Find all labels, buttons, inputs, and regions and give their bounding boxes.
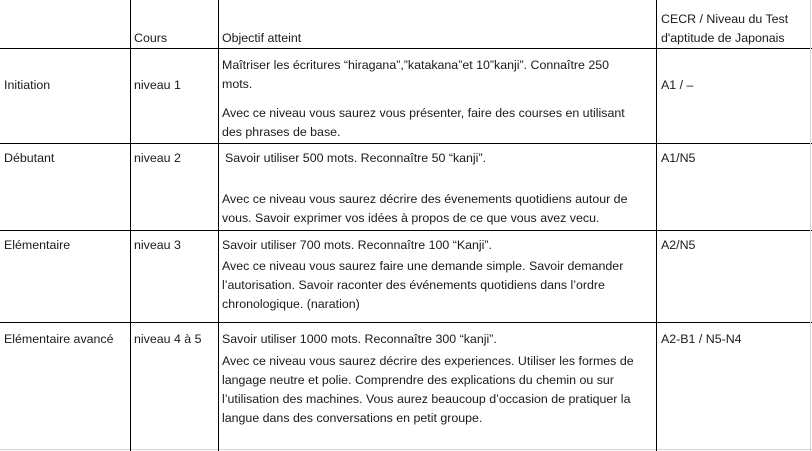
- header-cecr: CECR / Niveau du Test d'aptitude de Japonais: [661, 12, 789, 45]
- right-border: [810, 0, 811, 451]
- row-1-description: Avec ce niveau vous saurez vous présenter, faire des courses en utilisant des phrases de base.: [222, 106, 625, 139]
- row-4-course: niveau 4 à 5: [134, 332, 202, 346]
- row-1-bottom-border: [0, 143, 812, 144]
- header-objective: Objectif atteint: [222, 31, 302, 45]
- row-2-cecr: A1/N5: [661, 151, 696, 165]
- header-bottom-border: [0, 48, 812, 49]
- row-1-course: niveau 1: [134, 78, 181, 92]
- row-1-objective: Maîtriser les écritures “hiragana”,”katakana”et 10”kanji”. Connaître 250 mots.: [222, 58, 610, 91]
- row-4-description: Avec ce niveau vous saurez décrire des experiences. Utiliser les formes de langage neutre et polie. Comprendre des explications du chemin ou sur l’utilisation des machines. Vous aurez beaucoup d’occasion de pratiquer la langue dans des conversations en petit groupe.: [222, 354, 634, 425]
- row-3-course: niveau 3: [134, 238, 181, 252]
- row-3-description: Avec ce niveau vous saurez faire une demande simple. Savoir demander l’autorisation. Savoir raconter des événements quotidiens dans l’ordre chronologique. (naration): [222, 259, 624, 311]
- row-4-cecr: A2-B1 / N5-N4: [661, 332, 742, 346]
- row-2-level: Débutant: [4, 151, 55, 165]
- table-bottom-border: [0, 449, 812, 450]
- header-course: Cours: [134, 31, 168, 45]
- col-2-border: [218, 0, 219, 451]
- row-3-bottom-border: [0, 322, 812, 323]
- col-1-border: [130, 0, 131, 451]
- row-2-objective: Savoir utiliser 500 mots. Reconnaître 50 “kanji”.: [225, 151, 487, 165]
- row-2-description: Avec ce niveau vous saurez décrire des évenements quotidiens autour de vous. Savoir exprimer vos idées à propos de ce que vous avez vecu.: [222, 192, 628, 225]
- row-1-cecr: A1 / –: [661, 78, 694, 92]
- row-2-bottom-border: [0, 230, 812, 231]
- row-4-level: Elémentaire avancé: [4, 332, 114, 346]
- row-2-course: niveau 2: [134, 151, 181, 165]
- row-4-objective: Savoir utiliser 1000 mots. Reconnaître 300 “kanji”.: [222, 332, 497, 346]
- row-1-level: Initiation: [4, 78, 51, 92]
- row-3-cecr: A2/N5: [661, 238, 696, 252]
- row-3-objective: Savoir utiliser 700 mots. Reconnaître 100 “Kanji”.: [222, 238, 492, 252]
- row-3-level: Elémentaire: [4, 238, 71, 252]
